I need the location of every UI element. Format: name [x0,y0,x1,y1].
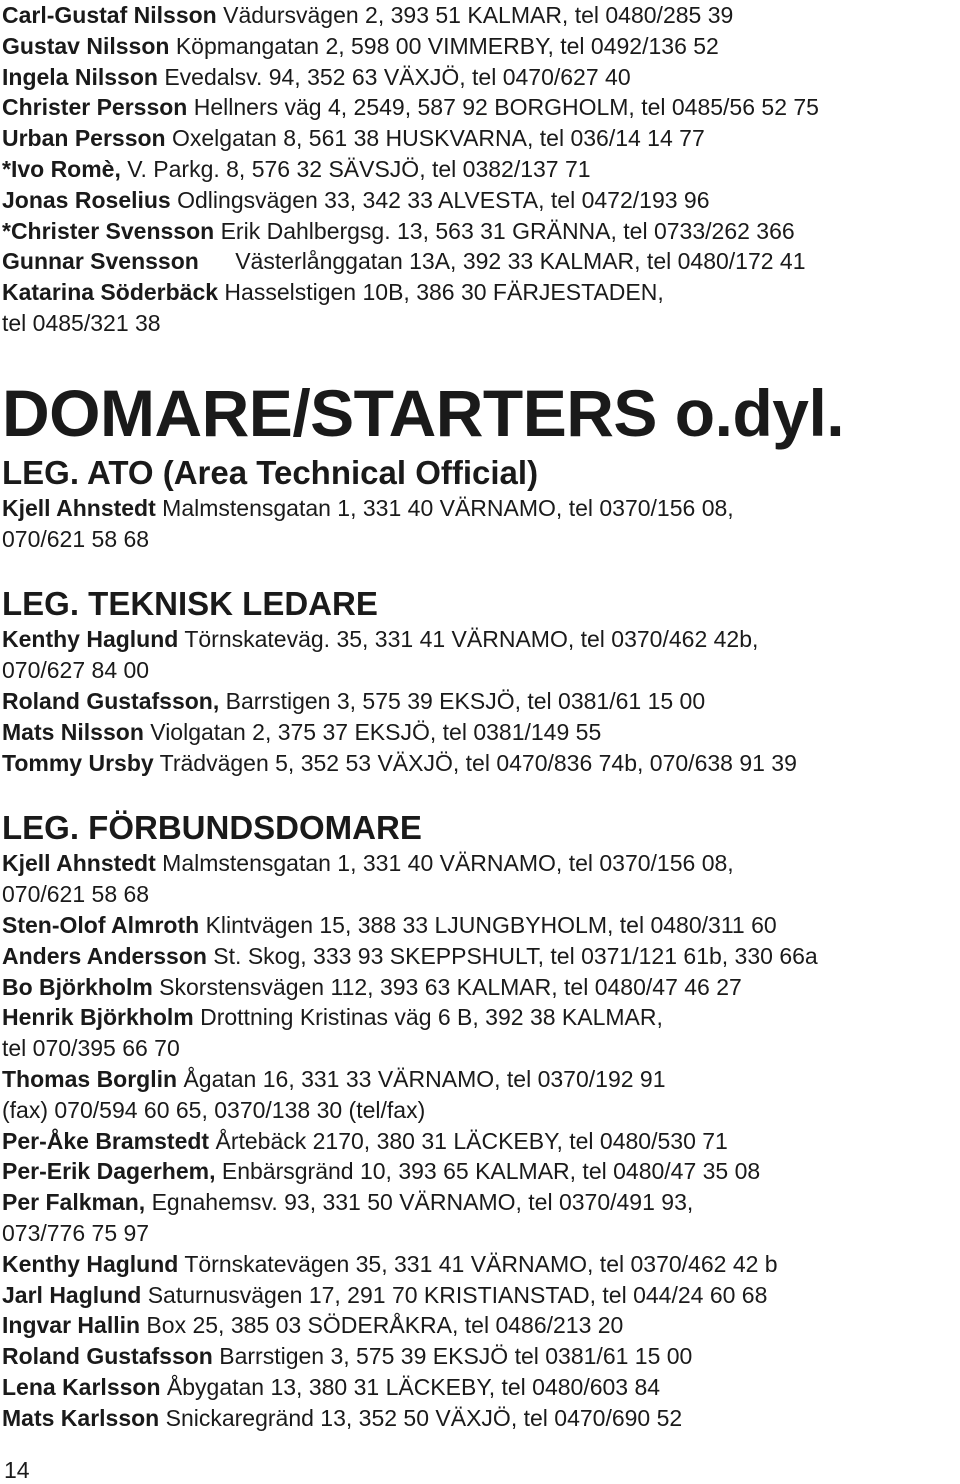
contact-entry [2,1126,958,1157]
contact-name: Kjell Ahnstedt [2,850,156,877]
contact-entry [2,717,958,748]
contact-details-continued: 073/776 75 97 [2,1219,150,1246]
contact-entry [2,686,958,717]
contact-entry [2,748,958,779]
contact-details: Åbygatan 13, 380 31 LÄCKEBY, tel 0480/603 84 [160,1373,661,1400]
contact-entry [2,154,958,185]
contact-entry [2,0,958,31]
contact-name: Gustav Nilsson [2,32,170,59]
document-page [2,0,958,1433]
contact-details: Hellners väg 4, 2549, 587 92 BORGHOLM, tel 0485/56 52 75 [187,94,819,121]
contact-entry [2,941,958,972]
contact-details: Vädursvägen 2, 393 51 KALMAR, tel 0480/285 39 [216,2,734,28]
contact-details: Barrstigen 3, 575 39 EKSJÖ tel 0381/61 15 00 [212,1343,693,1370]
contact-details: Törnskatevägen 35, 331 41 VÄRNAMO, tel 0370/462 42 b [178,1250,778,1277]
contact-name: Per-Erik Dagerhem, [2,1158,216,1185]
section-teknisk-ledare [2,584,958,778]
contact-entry [2,1064,958,1126]
contact-details: Malmstensgatan 1, 331 40 VÄRNAMO, tel 0370/156 08, [155,850,734,877]
contact-details: Skorstensvägen 112, 393 63 KALMAR, tel 0480/47 46 27 [152,973,742,1000]
contact-name: Katarina Söderbäck [2,279,219,306]
contact-entry [2,624,958,686]
contact-details: Trädvägen 5, 352 53 VÄXJÖ, tel 0470/836 74b, 070/638 91 39 [153,749,797,776]
contact-details: Saturnusvägen 17, 291 70 KRISTIANSTAD, tel 044/24 60 68 [141,1281,768,1308]
contact-name: Jarl Haglund [2,1281,142,1308]
contact-entry [2,972,958,1003]
contact-list-top [2,0,958,339]
contact-name: Carl-Gustaf Nilsson [2,2,217,28]
contact-details: Egnahemsv. 93, 331 50 VÄRNAMO, tel 0370/491 93, [145,1189,694,1216]
section-heading: LEG. ATO (Area Technical Official) [2,453,539,491]
contact-details: Oxelgatan 8, 561 38 HUSKVARNA, tel 036/14 14 77 [165,125,705,152]
contact-name: Urban Persson [2,125,166,152]
contact-name: Sten-Olof Almroth [2,911,200,938]
contact-details: Årtebäck 2170, 380 31 LÄCKEBY, tel 0480/530 71 [209,1127,728,1154]
contact-details: Barrstigen 3, 575 39 EKSJÖ, tel 0381/61 15 00 [219,687,706,714]
contact-name: Roland Gustafsson [2,1343,213,1370]
contact-details: Västerlånggatan 13A, 392 33 KALMAR, tel 0480/172 41 [228,248,806,275]
contact-name: Lena Karlsson [2,1373,161,1400]
contact-name: Thomas Borglin [2,1065,178,1092]
contact-entry [2,277,958,339]
section-heading: LEG. FÖRBUNDSDOMARE [2,809,422,847]
contact-details: Enbärsgränd 10, 393 65 KALMAR, tel 0480/47 35 08 [215,1158,761,1185]
contact-entry [2,1187,958,1249]
contact-entry [2,1310,958,1341]
contact-details-continued: 070/627 84 00 [2,657,150,684]
section-forbundsdomare [2,808,958,1433]
contact-entry [2,1403,958,1434]
contact-details: Klintvägen 15, 388 33 LJUNGBYHOLM, tel 0480/311 60 [199,911,777,938]
contact-name: Kenthy Haglund [2,626,179,653]
contact-details: Box 25, 385 03 SÖDERÅKRA, tel 0486/213 20 [140,1312,624,1339]
contact-name: *Ivo Romè, [2,155,121,182]
contact-details: St. Skog, 333 93 SKEPPSHULT, tel 0371/121 61b, 330 66a [206,942,818,969]
contact-entry [2,1280,958,1311]
contact-name: Per-Åke Bramstedt [2,1127,210,1154]
contact-entry [2,848,958,910]
contact-details-continued: 070/621 58 68 [2,881,150,908]
contact-name: Per Falkman, [2,1189,146,1216]
contact-details: Odlingsvägen 33, 342 33 ALVESTA, tel 0472/193 96 [170,186,710,213]
contact-details: Malmstensgatan 1, 331 40 VÄRNAMO, tel 0370/156 08, [155,494,734,521]
contact-entry [2,92,958,123]
contact-entry [2,216,958,247]
contact-details: Hasselstigen 10B, 386 30 FÄRJESTADEN, [218,279,664,306]
contact-details: V. Parkg. 8, 576 32 SÄVSJÖ, tel 0382/137 71 [120,155,591,182]
contact-details: Erik Dahlbergsg. 13, 563 31 GRÄNNA, tel 0733/262 366 [214,217,795,244]
contact-entry [2,185,958,216]
contact-name: Ingvar Hallin [2,1312,141,1339]
contact-entry [2,1372,958,1403]
contact-name: Ingela Nilsson [2,63,158,90]
contact-entry [2,1156,958,1187]
contact-entry [2,1341,958,1372]
contact-entry [2,910,958,941]
contact-name: Anders Andersson [2,942,207,969]
contact-name: *Christer Svensson [2,217,215,244]
contact-entry [2,62,958,93]
section-heading: LEG. TEKNISK LEDARE [2,585,378,623]
contact-entry [2,1249,958,1280]
contact-name: Kjell Ahnstedt [2,494,156,521]
contact-entry [2,31,958,62]
contact-entry [2,1002,958,1064]
contact-name: Mats Karlsson [2,1404,160,1431]
contact-name: Tommy Ursby [2,749,154,776]
contact-details: Köpmangatan 2, 598 00 VIMMERBY, tel 0492/136 52 [169,32,719,59]
contact-details-continued: 070/621 58 68 [2,525,150,552]
contact-details-continued: (fax) 070/594 60 65, 0370/138 30 (tel/fax) [2,1096,426,1123]
contact-name: Roland Gustafsson, [2,687,220,714]
section-ato [2,453,958,555]
contact-entry [2,493,958,555]
contact-name: Gunnar Svensson [2,248,199,275]
contact-details: Drottning Kristinas väg 6 B, 392 38 KALMAR, [193,1004,663,1031]
contact-name: Christer Persson [2,94,188,121]
contact-details: Törnskateväg. 35, 331 41 VÄRNAMO, tel 0370/462 42b, [178,626,759,653]
contact-details-continued: tel 0485/321 38 [2,309,161,336]
contact-details: Violgatan 2, 375 37 EKSJÖ, tel 0381/149 55 [143,718,602,745]
contact-entry [2,246,958,277]
page-number: 14 [4,1457,30,1483]
contact-details: Ågatan 16, 331 33 VÄRNAMO, tel 0370/192 91 [177,1065,666,1092]
contact-name: Kenthy Haglund [2,1250,179,1277]
main-heading: DOMARE/STARTERS o.dyl. [2,375,845,450]
contact-name: Jonas Roselius [2,186,171,213]
contact-name: Bo Björkholm [2,973,153,1000]
contact-name: Mats Nilsson [2,718,144,745]
contact-details: Evedalsv. 94, 352 63 VÄXJÖ, tel 0470/627 40 [157,63,631,90]
contact-name: Henrik Björkholm [2,1004,194,1031]
contact-details-continued: tel 070/395 66 70 [2,1035,180,1062]
contact-details: Snickaregränd 13, 352 50 VÄXJÖ, tel 0470/690 52 [159,1404,683,1431]
contact-entry [2,123,958,154]
